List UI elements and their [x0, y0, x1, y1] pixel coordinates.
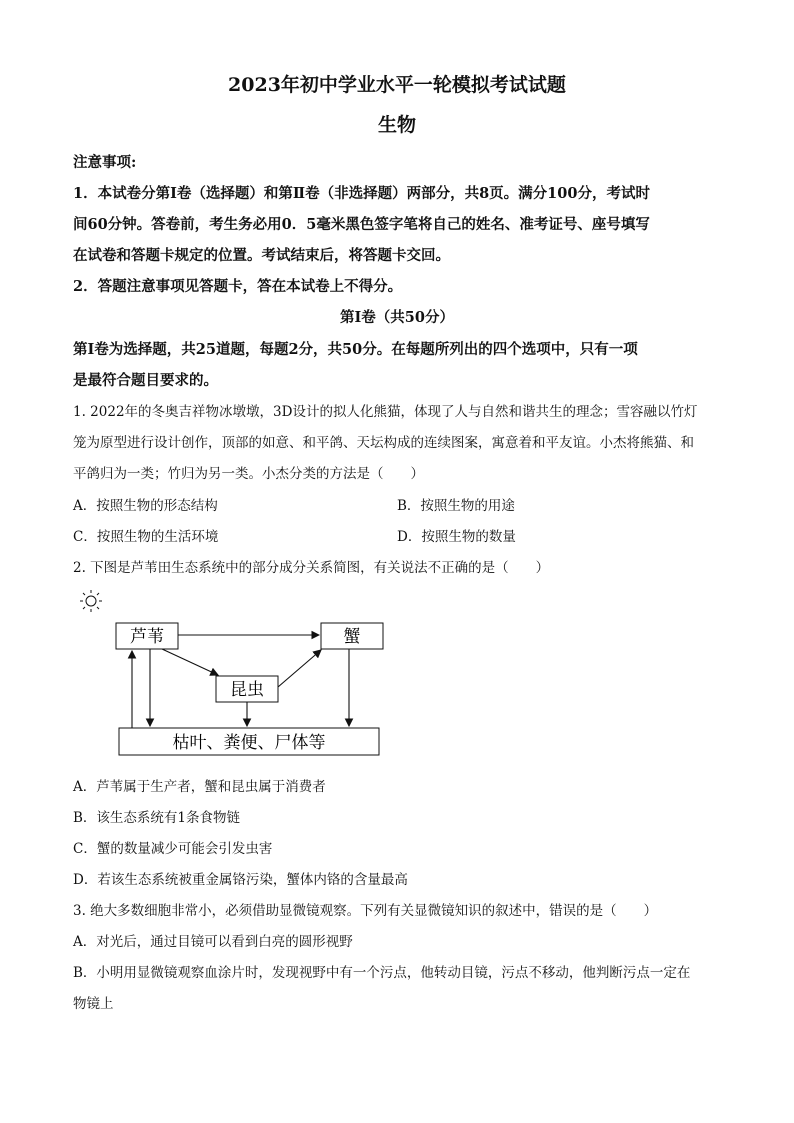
- q3-option-a: A．对光后，通过目镜可以看到白亮的圆形视野: [73, 934, 353, 950]
- insect-label: 昆虫: [230, 680, 264, 700]
- q3-option-b-line-1: B．小明用显微镜观察血涂片时，发现视野中有一个污点，他转动目镜，污点不移动，他判断污点一定在: [73, 965, 691, 981]
- q2-stem: 2. 下图是芦苇田生态系统中的部分成分关系简图，有关说法不正确的是（ ）: [73, 560, 550, 576]
- subject-title: 生物: [377, 114, 416, 136]
- arrow-insect-to-crab: [278, 650, 321, 687]
- q1-option-d: D．按照生物的数量: [397, 529, 516, 545]
- notice-heading: 注意事项:: [73, 154, 137, 171]
- q3-stem: 3. 绝大多数细胞非常小，必须借助显微镜观察。下列有关显微镜知识的叙述中，错误的是（ ）: [73, 903, 658, 919]
- notice-item-1-line-2: 间60分钟。答卷前，考生务必用0．5毫米黑色签字笔将自己的姓名、准考证号、座号填写: [73, 216, 650, 233]
- q2-option-a: A．芦苇属于生产者，蟹和昆虫属于消费者: [73, 779, 326, 795]
- q2-option-b: B．该生态系统有1条食物链: [73, 810, 241, 826]
- notice-item-2: 2．答题注意事项见答题卡，答在本试卷上不得分。: [73, 278, 403, 295]
- q3-option-b-line-2: 物镜上: [73, 996, 114, 1012]
- q1-option-c: C．按照生物的生活环境: [73, 529, 219, 545]
- q1-option-a: A．按照生物的形态结构: [73, 498, 218, 514]
- q1-stem-line-1: 1. 2022年的冬奥吉祥物冰墩墩，3D设计的拟人化熊猫，体现了人与自然和谐共生的理念；雪容融以竹灯: [73, 404, 698, 420]
- part1-heading: 第Ⅰ卷（共50分）: [340, 309, 454, 326]
- q1-stem-line-3: 平鸽归为一类；竹归为另一类。小杰分类的方法是（ ）: [73, 466, 424, 482]
- q2-option-c: C．蟹的数量减少可能会引发虫害: [73, 841, 273, 857]
- q1-stem-line-2: 笼为原型进行设计创作，顶部的如意、和平鸽、天坛构成的连续图案，寓意着和平友谊。小杰将熊猫、和: [73, 435, 694, 451]
- arrow-reed-to-insect: [162, 649, 218, 675]
- crab-label: 蟹: [343, 627, 361, 647]
- ecosystem-diagram: [70, 584, 390, 762]
- sun-icon: [80, 590, 102, 612]
- q1-option-b: B．按照生物的用途: [397, 498, 515, 514]
- detritus-label: 枯叶、粪便、尸体等: [172, 733, 326, 753]
- reed-label: 芦苇: [130, 627, 164, 647]
- notice-item-1-line-1: 1．本试卷分第Ⅰ卷（选择题）和第Ⅱ卷（非选择题）两部分，共8页。满分100分，考试时: [73, 185, 650, 202]
- exam-title: 2023年初中学业水平一轮模拟考试试题: [228, 74, 566, 96]
- part1-desc-line-2: 是最符合题目要求的。: [73, 372, 218, 389]
- notice-item-1-line-3: 在试卷和答题卡规定的位置。考试结束后，将答题卡交回。: [73, 247, 450, 264]
- q2-option-d: D．若该生态系统被重金属铬污染，蟹体内铬的含量最高: [73, 872, 408, 888]
- part1-desc-line-1: 第Ⅰ卷为选择题，共25道题，每题2分，共50分。在每题所列出的四个选项中，只有一项: [73, 341, 638, 358]
